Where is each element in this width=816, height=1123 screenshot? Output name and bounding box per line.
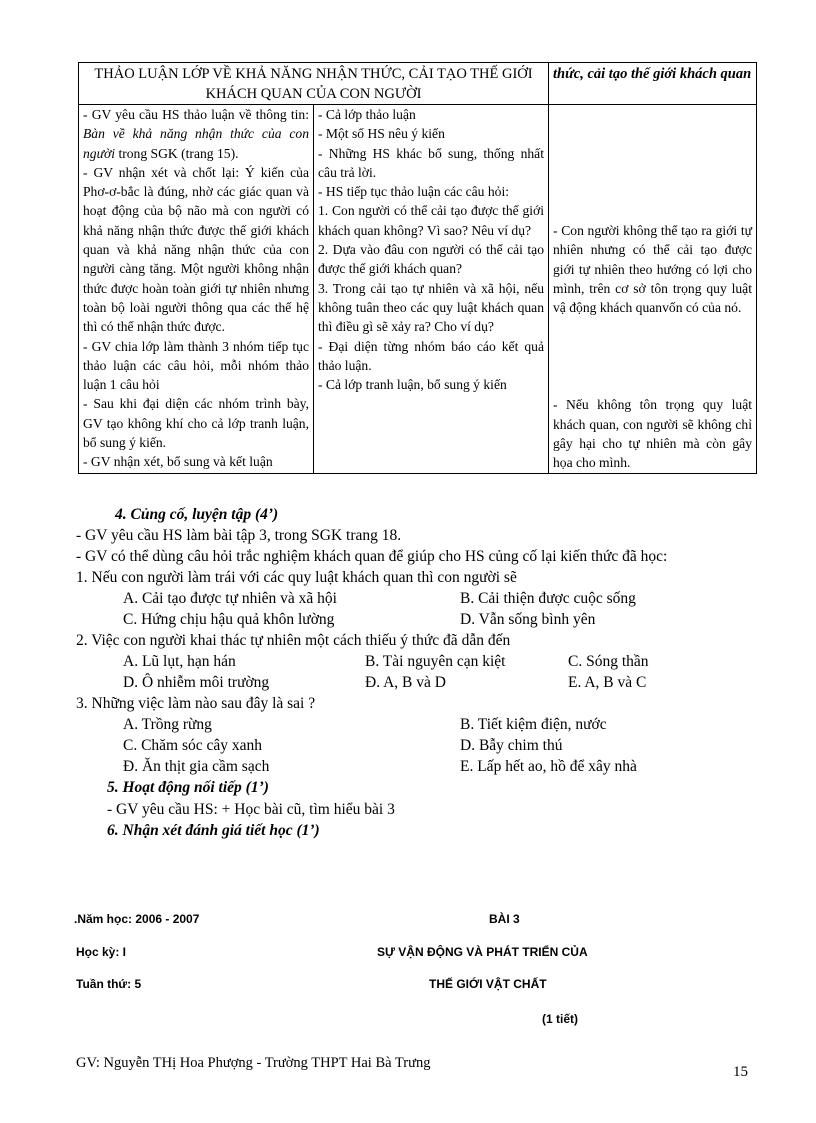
lesson-duration: (1 tiết): [542, 1012, 578, 1026]
student-activities: [314, 105, 549, 474]
student-activity: 1. Con người có thể cải tạo được thế giới khách quan không? Vì sao? Nêu ví dụ?: [318, 203, 544, 238]
q3-option-d: D. Bẫy chim thú: [460, 737, 563, 754]
q2-option-d: D. Ô nhiễm môi trường: [123, 674, 270, 691]
q1-option-a: A. Cải tạo được tự nhiên và xã hội: [123, 590, 337, 607]
knowledge-content: [549, 105, 757, 474]
q1-option-b: B. Cải thiện được cuộc sống: [460, 590, 636, 607]
student-activity: 2. Dựa vào đâu con người có thể cải tạo được thế giới khách quan?: [318, 242, 544, 277]
week: Tuần thứ: 5: [76, 977, 142, 991]
q1-option-c: C. Hứng chịu hậu quả khôn lường: [123, 611, 335, 628]
q2-option-c: C. Sóng thần: [568, 653, 649, 670]
q2-option-a: A. Lũ lụt, hạn hán: [123, 653, 236, 670]
semester: Học kỳ: I: [76, 945, 127, 959]
q2-option-b: B. Tài nguyên cạn kiệt: [365, 653, 506, 670]
section5-heading: 5. Hoạt động nối tiếp (1’): [107, 779, 269, 796]
student-activity: - Một số HS nêu ý kiến: [318, 126, 445, 142]
header-discussion: THẢO LUẬN LỚP VỀ KHẢ NĂNG NHẬN THỨC, CẢI TẠO THẾ GIỚI KHÁCH QUAN CỦA CON NGƯỜI: [79, 63, 549, 105]
school-year: .Năm học: 2006 - 2007: [74, 912, 200, 926]
lesson-number: BÀI 3: [489, 912, 520, 926]
q2-option-e: Đ. A, B và D: [365, 674, 446, 691]
section5-line: - GV yêu cầu HS: + Học bài cũ, tìm hiểu bài 3: [107, 801, 395, 818]
teacher-activity: - GV nhận xét và chốt lại: Ý kiến của Phơ-ơ-bắc là đúng, nhờ các giác quan và hoạt động của bộ não mà con người có khả năng nhận thức được thế giới khách quan và khả năng nhận thức của con người càng tăng. Một người không nhận thức được hoàn toàn giới tự nhiên nhưng toàn bộ loài người thông qua các thế hệ thì có thể nhận thức được.: [83, 164, 309, 335]
teacher-activity: - GV yêu cầu HS thảo luận về thông tin: Bàn về khả năng nhận thức của con người trong SGK (trang 15).: [83, 107, 309, 161]
section4-line2: - GV có thể dùng câu hỏi trắc nghiệm khách quan để giúp cho HS củng cố lại kiến thức đã học:: [76, 548, 668, 565]
question-1-stem: 1. Nếu con người làm trái với các quy luật khách quan thì con người sẽ: [76, 569, 517, 586]
section6-heading: 6. Nhận xét đánh giá tiết học (1’): [107, 822, 320, 839]
student-activity: 3. Trong cải tạo tự nhiên và xã hội, nếu không tuân theo các quy luật khách quan thì điều gì sẽ xảy ra? Cho ví dụ?: [318, 280, 544, 335]
knowledge-point: - Con người không thể tạo ra giới tự nhiên nhưng có thể cải tạo được giới tự nhiên theo hướng có lợi cho mình, trên cơ sở tôn trọng quy luật vậ động khách quanvốn có của nó.: [553, 223, 752, 316]
q1-option-d: D. Vẫn sống bình yên: [460, 611, 596, 628]
table-body-row: [79, 105, 757, 474]
student-activity: - HS tiếp tục thảo luận các câu hỏi:: [318, 184, 510, 200]
q3-option-c: C. Chăm sóc cây xanh: [123, 737, 263, 754]
knowledge-point: - Nếu không tôn trọng quy luật khách quan, con người sẽ không chỉ gây hại cho tự nhiên mà còn gây họa cho mình.: [553, 397, 752, 471]
student-activity: - Cả lớp tranh luận, bổ sung ý kiến: [318, 377, 507, 393]
q3-option-a: A. Trồng rừng: [123, 716, 212, 733]
section4-line1: - GV yêu cầu HS làm bài tập 3, trong SGK trang 18.: [76, 527, 402, 544]
student-activity: - Những HS khác bổ sung, thống nhất câu trả lời.: [318, 145, 544, 180]
footer-author: GV: Nguyễn THị Hoa Phượng - Trường THPT Hai Bà Trưng: [76, 1055, 431, 1071]
lesson-title-line2: THẾ GIỚI VẬT CHẤT: [429, 977, 547, 991]
q3-option-f: E. Lấp hết ao, hồ để xây nhà: [460, 758, 637, 775]
q3-option-e: Đ. Ăn thịt gia cầm sạch: [123, 758, 270, 775]
q2-option-f: E. A, B và C: [568, 674, 647, 691]
student-activity: - Đại diện từng nhóm báo cáo kết quả thảo luận.: [318, 338, 544, 373]
question-2-stem: 2. Việc con người khai thác tự nhiên một cách thiếu ý thức đã dẫn đến: [76, 632, 511, 649]
q3-option-b: B. Tiết kiệm điện, nước: [460, 716, 607, 733]
student-activity: - Cả lớp thảo luận: [318, 107, 416, 122]
teacher-activities: [79, 105, 314, 474]
page-number: 15: [733, 1064, 748, 1080]
teacher-activity: - GV nhận xét, bổ sung và kết luận: [83, 454, 273, 470]
teacher-activity: - Sau khi đại diện các nhóm trình bày, GV tạo không khí cho cả lớp tranh luận, bổ sung ý kiến.: [83, 396, 309, 451]
table-header-row: [79, 63, 757, 105]
teacher-activity: - GV chia lớp làm thành 3 nhóm tiếp tục thảo luận các câu hỏi, mỗi nhóm thảo luận 1 câu hỏi: [83, 338, 309, 393]
header-knowledge: thức, cải tạo thế giới khách quan: [549, 63, 757, 105]
section4-heading: 4. Củng cố, luyện tập (4’): [115, 506, 279, 523]
question-3-stem: 3. Những việc làm nào sau đây là sai ?: [76, 695, 316, 712]
lesson-table: [78, 62, 757, 474]
lesson-title-line1: SỰ VẬN ĐỘNG VÀ PHÁT TRIỂN CỦA: [377, 945, 588, 959]
